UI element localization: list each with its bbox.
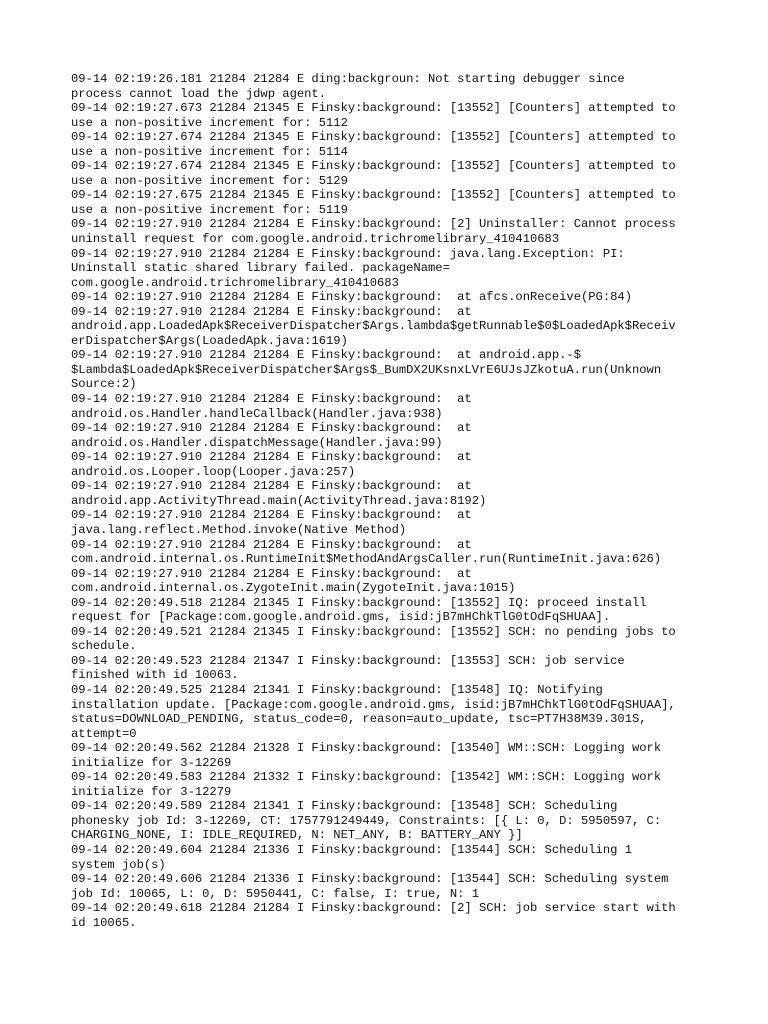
log-line: 09-14 02:20:49.589 21284 21341 I Finsky:background: [13548] SCH: Scheduling (71, 799, 618, 814)
log-line: phonesky job Id: 3-12269, CT: 1757791249449, Constraints: [{ L: 0, D: 5950597, C: (71, 813, 662, 828)
log-line: 09-14 02:19:27.910 21284 21284 E Finsky:background: at (71, 537, 472, 552)
log-line: android.os.Handler.dispatchMessage(Handler.java:99) (71, 435, 443, 450)
log-line: $Lambda$LoadedApk$ReceiverDispatcher$Args$_BumDX2UKsnxLVrE6UJsJZkotuA.run(Unknown (71, 362, 662, 377)
log-line: 09-14 02:19:27.910 21284 21284 E Finsky:background: java.lang.Exception: PI: (71, 246, 625, 261)
log-line: com.android.internal.os.RuntimeInit$MethodAndArgsCaller.run(RuntimeInit.java:626) (71, 552, 662, 567)
log-line: 09-14 02:19:27.910 21284 21284 E Finsky:background: at (71, 421, 472, 436)
log-line: initialize for 3-12279 (71, 784, 232, 799)
log-line: 09-14 02:19:27.910 21284 21284 E Finsky:background: at (71, 479, 472, 494)
log-line: uninstall request for com.google.android.trichromelibrary_410410683 (71, 232, 560, 247)
log-line: attempt=0 (71, 726, 137, 741)
log-line: finished with id 10063. (71, 668, 239, 683)
log-line: 09-14 02:19:26.181 21284 21284 E ding:backgroun: Not starting debugger since (71, 72, 625, 86)
log-line: 09-14 02:20:49.523 21284 21347 I Finsky:background: [13553] SCH: job service (71, 653, 625, 668)
log-line: job Id: 10065, L: 0, D: 5950441, C: false, I: true, N: 1 (71, 886, 479, 901)
log-line: erDispatcher$Args(LoadedApk.java:1619) (71, 333, 348, 348)
log-line: 09-14 02:20:49.525 21284 21341 I Finsky:background: [13548] IQ: Notifying (71, 682, 603, 697)
log-line: 09-14 02:20:49.618 21284 21284 I Finsky:background: [2] SCH: job service start with (71, 901, 676, 916)
log-line: 09-14 02:19:27.910 21284 21284 E Finsky:background: [2] Uninstaller: Cannot process (71, 217, 676, 232)
log-line: 09-14 02:20:49.521 21284 21345 I Finsky:background: [13552] SCH: no pending jobs to (71, 624, 676, 639)
log-line: 09-14 02:19:27.674 21284 21345 E Finsky:background: [13552] [Counters] attempted to (71, 159, 676, 174)
log-line: 09-14 02:19:27.910 21284 21284 E Finsky:background: at (71, 392, 472, 407)
log-line: java.lang.reflect.Method.invoke(Native Method) (71, 522, 407, 537)
log-text-block (71, 72, 701, 930)
log-line: 09-14 02:20:49.606 21284 21336 I Finsky:background: [13544] SCH: Scheduling system (71, 872, 669, 887)
log-line: 09-14 02:19:27.674 21284 21345 E Finsky:background: [13552] [Counters] attempted to (71, 130, 676, 145)
log-line: system job(s) (71, 857, 166, 872)
log-line: 09-14 02:20:49.604 21284 21336 I Finsky:background: [13544] SCH: Scheduling 1 (71, 842, 632, 857)
log-line: 09-14 02:19:27.673 21284 21345 E Finsky:background: [13552] [Counters] attempted to (71, 101, 676, 116)
log-line: 09-14 02:19:27.910 21284 21284 E Finsky:background: at (71, 304, 472, 319)
log-line: CHARGING_NONE, I: IDLE_REQUIRED, N: NET_ANY, B: BATTERY_ANY }] (71, 828, 523, 843)
log-line: 09-14 02:19:27.910 21284 21284 E Finsky:background: at (71, 450, 472, 465)
log-line: schedule. (71, 639, 137, 654)
log-line: android.app.LoadedApk$ReceiverDispatcher$Args.lambda$getRunnable$0$LoadedApk$Receiv (71, 319, 676, 334)
log-line: use a non-positive increment for: 5112 (71, 115, 348, 130)
log-line: 09-14 02:20:49.562 21284 21328 I Finsky:background: [13540] WM::SCH: Logging work (71, 741, 662, 756)
log-line: process cannot load the jdwp agent. (71, 86, 326, 101)
log-line: 09-14 02:19:27.910 21284 21284 E Finsky:background: at afcs.onReceive(PG:84) (71, 290, 632, 305)
log-line: 09-14 02:20:49.518 21284 21345 I Finsky:background: [13552] IQ: proceed install (71, 595, 647, 610)
log-line: 09-14 02:19:27.910 21284 21284 E Finsky:background: at android.app.-$ (71, 348, 581, 363)
log-line: use a non-positive increment for: 5119 (71, 202, 348, 217)
log-line: Uninstall static shared library failed. packageName= (71, 261, 450, 276)
log-line: com.android.internal.os.ZygoteInit.main(ZygoteInit.java:1015) (71, 581, 516, 596)
log-line: com.google.android.trichromelibrary_410410683 (71, 275, 399, 290)
log-line: 09-14 02:19:27.910 21284 21284 E Finsky:background: at (71, 566, 472, 581)
log-line: android.app.ActivityThread.main(ActivityThread.java:8192) (71, 493, 487, 508)
log-line: installation update. [Package:com.google.android.gms, isid:jB7mHChkTlG0tOdFqSHUAA], (71, 697, 676, 712)
log-line: use a non-positive increment for: 5129 (71, 173, 348, 188)
log-line: 09-14 02:19:27.910 21284 21284 E Finsky:background: at (71, 508, 472, 523)
log-line: 09-14 02:19:27.675 21284 21345 E Finsky:background: [13552] [Counters] attempted to (71, 188, 676, 203)
log-line: status=DOWNLOAD_PENDING, status_code=0, reason=auto_update, tsc=PT7H38M39.301S, (71, 712, 647, 727)
log-line: 09-14 02:20:49.583 21284 21332 I Finsky:background: [13542] WM::SCH: Logging work (71, 770, 662, 785)
log-line: id 10065. (71, 915, 137, 930)
log-line: android.os.Looper.loop(Looper.java:257) (71, 464, 356, 479)
log-line: Source:2) (71, 377, 137, 392)
log-line: request for [Package:com.google.android.gms, isid:jB7mHChkTlG0tOdFqSHUAA]. (71, 610, 611, 625)
log-line: android.os.Handler.handleCallback(Handler.java:938) (71, 406, 443, 421)
log-line: initialize for 3-12269 (71, 755, 232, 770)
log-line: use a non-positive increment for: 5114 (71, 144, 348, 159)
